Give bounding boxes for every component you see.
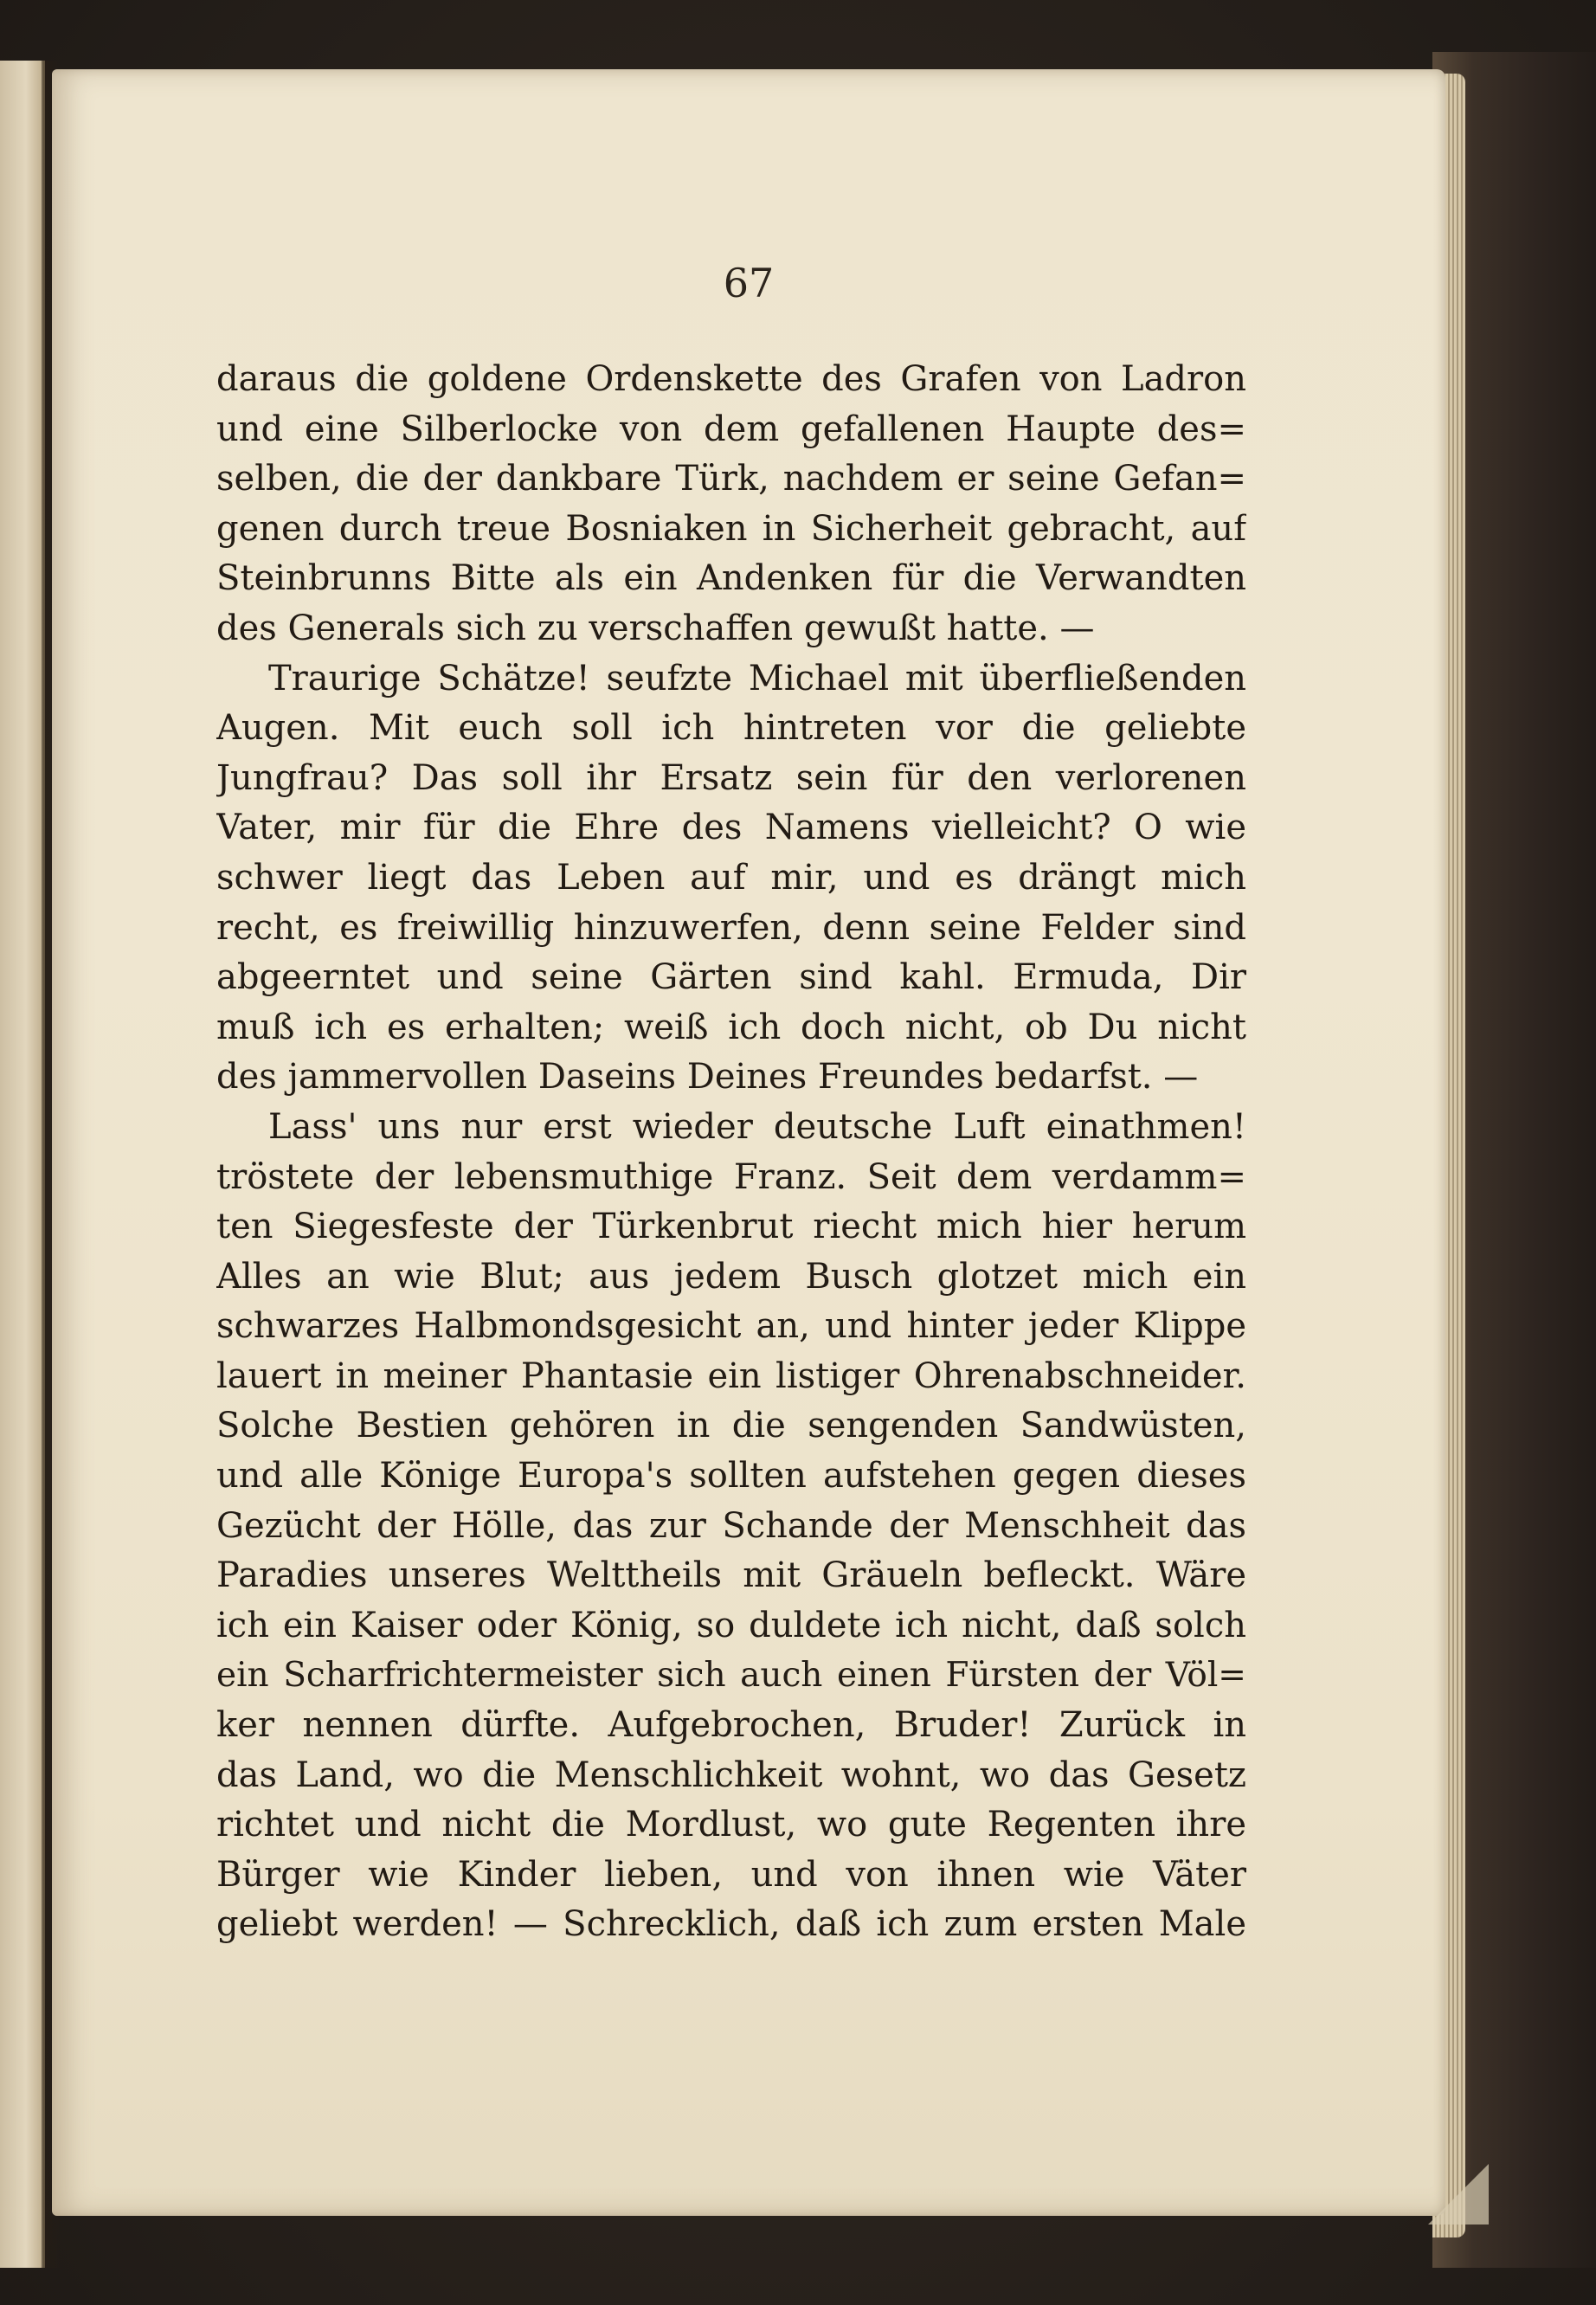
book-page xyxy=(52,69,1445,2216)
text-line: tröstete der lebensmuthige Franz. Seit dem verdamm= xyxy=(216,1156,1246,1197)
text-line: Bürger wie Kinder lieben, und von ihnen wie Väter xyxy=(216,1854,1246,1895)
text-line: ein Scharfrichtermeister sich auch einen Fürsten der Völ= xyxy=(216,1656,1246,1696)
text-line: des jammervollen Daseins Deines Freundes bedarfst. — xyxy=(216,1057,1199,1098)
body-text xyxy=(216,355,1246,1950)
text-line: und alle Könige Europa's sollten aufstehen gegen dieses xyxy=(216,1456,1246,1497)
text-line: das Land, wo die Menschlichkeit wohnt, wo das Gesetz xyxy=(216,1755,1246,1795)
text-line: recht, es freiwillig hinzuwerfen, denn seine Felder sind xyxy=(216,907,1246,948)
text-line: des Generals sich zu verschaffen gewußt hatte. — xyxy=(216,608,1095,648)
text-line: Paradies unseres Welttheils mit Gräueln befleckt. Wäre xyxy=(216,1555,1246,1596)
page-corner-fold xyxy=(1428,2164,1489,2225)
text-line: und eine Silberlocke von dem gefallenen Haupte des= xyxy=(216,409,1246,449)
text-line: richtet und nicht die Mordlust, wo gute Regenten ihre xyxy=(216,1805,1246,1845)
text-line: selben, die der dankbare Türk, nachdem er seine Gefan= xyxy=(216,459,1246,499)
text-line: Augen. Mit euch soll ich hintreten vor die geliebte xyxy=(216,708,1246,749)
text-line: geliebt werden! — Schrecklich, daß ich zum ersten Male xyxy=(216,1904,1246,1945)
text-line: ten Siegesfeste der Türkenbrut riecht mich hier herum xyxy=(216,1207,1246,1247)
text-line: Vater, mir für die Ehre des Namens vielleicht? O wie xyxy=(216,808,1246,848)
left-page-edge xyxy=(0,61,45,2268)
page-number: 67 xyxy=(723,260,775,306)
text-line: muß ich es erhalten; weiß ich doch nicht, ob Du nicht xyxy=(216,1007,1246,1047)
text-line: daraus die goldene Ordenskette des Grafen von Ladron xyxy=(216,359,1246,399)
text-line: Solche Bestien gehören in die sengenden Sandwüsten, xyxy=(216,1406,1246,1446)
text-line: genen durch treue Bosniaken in Sicherheit gebracht, auf xyxy=(216,508,1246,549)
text-line: Alles an wie Blut; aus jedem Busch glotzet mich ein xyxy=(216,1256,1246,1297)
text-line: lauert in meiner Phantasie ein listiger Ohrenabschneider. xyxy=(216,1355,1246,1396)
text-line: Steinbrunns Bitte als ein Andenken für die Verwandten xyxy=(216,558,1246,599)
text-line: ker nennen dürfte. Aufgebrochen, Bruder! Zurück in xyxy=(216,1705,1246,1746)
text-line: schwer liegt das Leben auf mir, und es drängt mich xyxy=(216,857,1246,898)
text-line: Jungfrau? Das soll ihr Ersatz sein für den verlorenen xyxy=(216,757,1246,798)
text-line: Traurige Schätze! seufzte Michael mit überfließenden xyxy=(268,658,1246,699)
text-line: schwarzes Halbmondsgesicht an, und hinter jeder Klippe xyxy=(216,1306,1246,1347)
text-line: Gezücht der Hölle, das zur Schande der Menschheit das xyxy=(216,1505,1246,1546)
text-line: Lass' uns nur erst wieder deutsche Luft einathmen! xyxy=(268,1106,1246,1147)
text-line: ich ein Kaiser oder König, so duldete ich nicht, daß solch xyxy=(216,1605,1246,1645)
text-line: abgeerntet und seine Gärten sind kahl. Ermuda, Dir xyxy=(216,957,1246,998)
